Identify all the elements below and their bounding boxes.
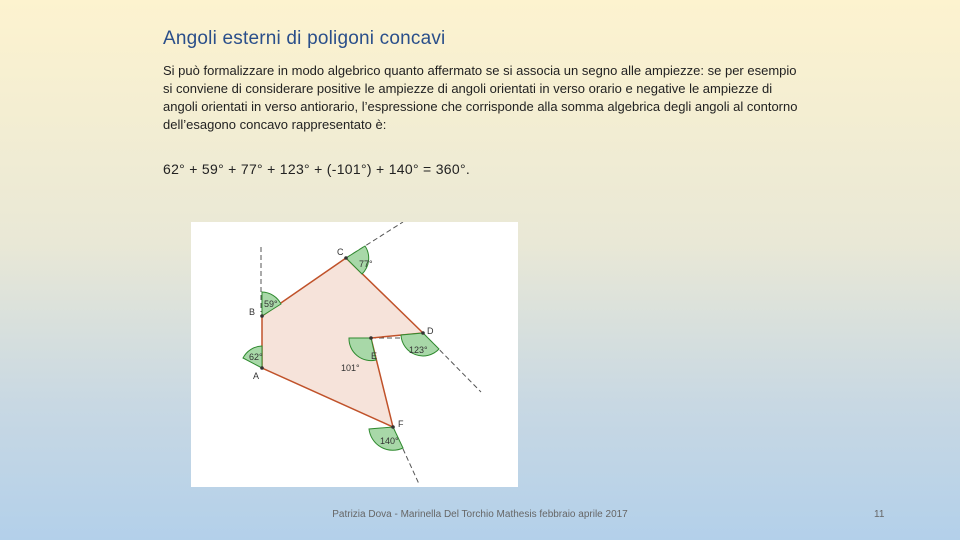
angle-sum-formula: 62° + 59° + 77° + 123° + (-101°) + 140° = 360°. <box>163 161 471 177</box>
angle-label-d: 123° <box>409 345 428 355</box>
vertex-d-point <box>421 331 425 335</box>
vertex-label-d: D <box>427 326 434 336</box>
vertex-label-f: F <box>398 419 404 429</box>
slide-title: Angoli esterni di poligoni concavi <box>163 28 446 49</box>
vertex-f-point <box>391 425 395 429</box>
vertex-e-point <box>369 336 373 340</box>
concave-hexagon-figure <box>191 222 518 487</box>
vertex-label-b: B <box>249 307 256 317</box>
vertex-label-a: A <box>253 371 260 381</box>
vertex-label-e: E <box>371 351 378 361</box>
slide-footer: Patrizia Dova - Marinella Del Torchio Mathesis febbraio aprile 2017 <box>332 509 628 520</box>
angle-label-c: 77° <box>359 259 373 269</box>
angle-label-a: 62° <box>249 352 263 362</box>
angle-label-e: 101° <box>341 363 360 373</box>
concave-hexagon <box>262 258 423 427</box>
vertex-label-c: C <box>337 247 344 257</box>
angle-label-b: 59° <box>264 299 278 309</box>
vertex-a-point <box>260 366 264 370</box>
angle-label-f: 140° <box>380 436 399 446</box>
vertex-c-point <box>344 256 348 260</box>
slide-paragraph: Si può formalizzare in modo algebrico quanto affermato se si associa un segno alle ampiezze: se per esempio si conviene di considerare positive le ampiezze di angoli orientati in verso orario e negative le ampiezze di angoli orientati in verso antiorario, l’espressione che corrisponde alla somma algebrica degli angoli al contorno dell’esagono concavo rappresentato è: <box>163 63 798 132</box>
page-number: 11 <box>874 509 885 520</box>
vertex-b-point <box>260 314 264 318</box>
hexagon-diagram <box>191 222 518 487</box>
